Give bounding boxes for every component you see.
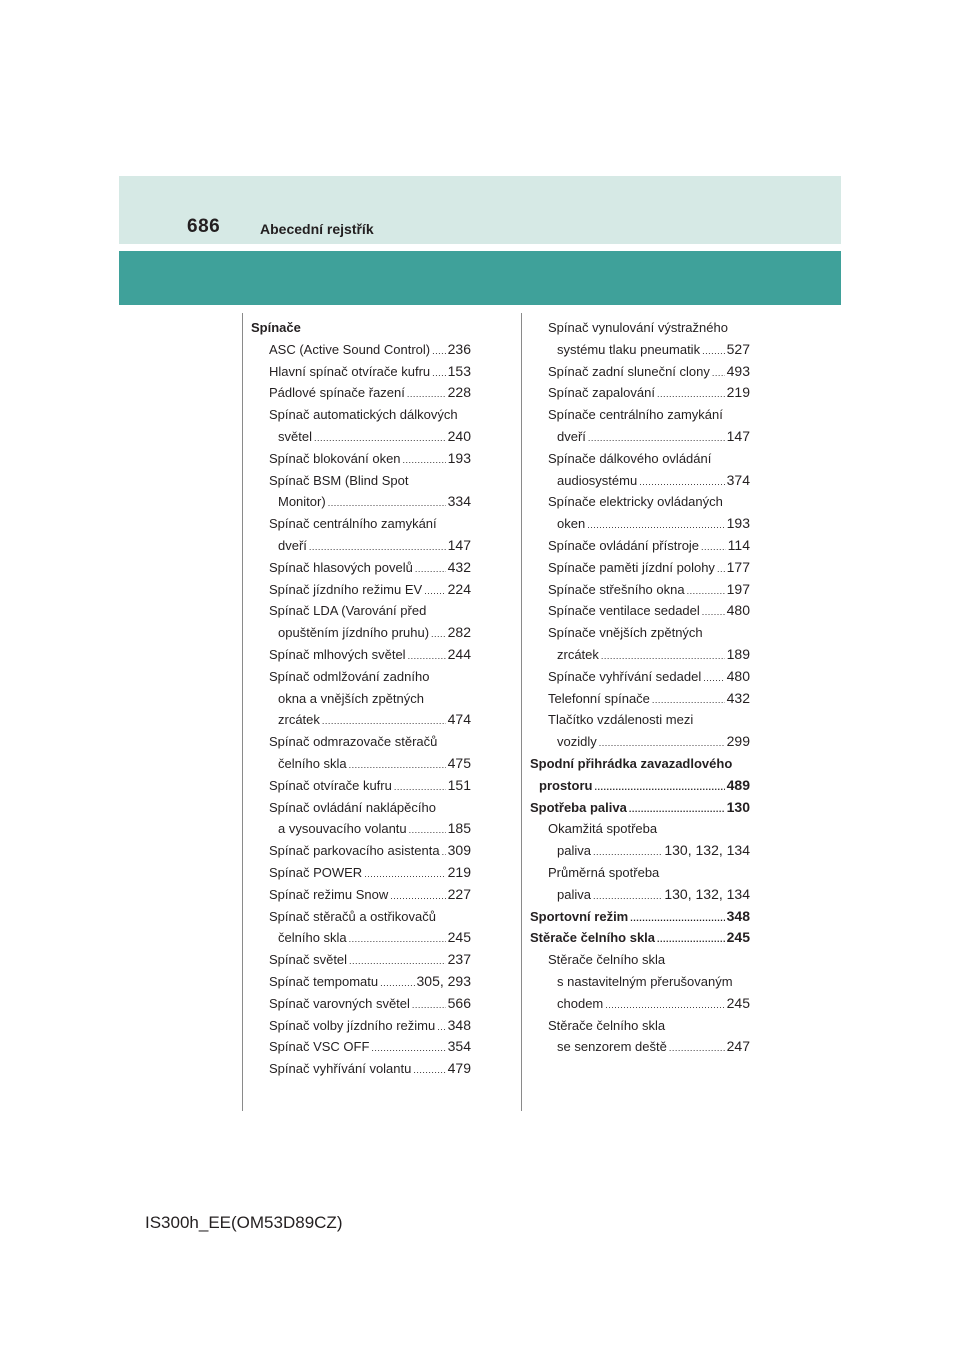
index-entry-label: chodem — [557, 995, 604, 1011]
index-entry-page: 475 — [447, 754, 471, 771]
index-entry — [251, 382, 471, 404]
index-entry-page: 244 — [447, 645, 471, 662]
dot-leader — [652, 690, 725, 712]
index-entry-label: Spínače vyhřívání sedadel — [548, 668, 702, 684]
dot-leader — [322, 711, 446, 733]
index-entry-label: Spínače ventilace sedadel — [548, 603, 700, 619]
dot-leader — [364, 864, 445, 886]
index-entry-label: a vysouvacího volantu — [278, 821, 407, 837]
index-entry-page: 147 — [726, 427, 750, 444]
dot-leader — [437, 1017, 445, 1039]
index-entry-text: Spínač odmlžování zadního — [269, 668, 430, 684]
index-entry — [530, 579, 750, 601]
index-entry — [530, 840, 750, 862]
index-entry — [251, 971, 471, 993]
index-entry-text: Spínač vynulování výstražného — [548, 320, 728, 335]
index-entry-label: vozidly — [557, 734, 597, 750]
index-entry — [251, 775, 471, 797]
dot-leader — [415, 559, 446, 581]
index-entry — [530, 1036, 750, 1058]
dot-leader — [309, 537, 446, 559]
index-entry-label: čelního skla — [278, 755, 347, 771]
index-entry-page: 219 — [726, 384, 750, 401]
page-header — [119, 176, 841, 244]
index-entry-page: 566 — [447, 994, 471, 1011]
index-entry — [251, 557, 471, 579]
index-entry-page: 432 — [726, 689, 750, 706]
dot-leader — [407, 384, 446, 406]
index-entry-page: 282 — [447, 624, 471, 641]
index-entry-label: Spínač režimu Snow — [269, 886, 389, 902]
index-entry-text: s nastavitelným přerušovaným — [557, 973, 733, 989]
index-entry-label: světel — [278, 428, 312, 444]
index-entry-page: 130, 132, 134 — [664, 842, 750, 859]
index-entry-page: 527 — [726, 340, 750, 357]
index-entry-page: 479 — [447, 1060, 471, 1077]
index-entry — [530, 993, 750, 1015]
dot-leader — [657, 929, 725, 951]
index-entry-label: Spínač volby jízdního režimu — [269, 1017, 436, 1033]
dot-leader — [394, 777, 446, 799]
index-entry-page: 354 — [447, 1038, 471, 1055]
index-entry-label: Hlavní spínač otvírače kufru — [269, 363, 431, 379]
dot-leader — [599, 733, 725, 755]
index-entry — [530, 906, 750, 928]
index-entry-text: Spínače elektricky ovládaných — [548, 494, 723, 510]
right-column-rule — [521, 313, 522, 1111]
index-entry — [251, 753, 471, 775]
index-entry — [251, 709, 471, 731]
index-entry — [530, 470, 750, 492]
section-band — [119, 251, 841, 305]
index-entry — [530, 535, 750, 557]
dot-leader — [601, 646, 725, 668]
index-entry-label: Spínač parkovacího asistenta — [269, 843, 440, 859]
index-entry — [530, 644, 750, 666]
dot-leader — [432, 341, 446, 363]
index-entry-page: 374 — [726, 471, 750, 488]
index-entry-text: Spínač centrálního zamykání — [269, 516, 437, 532]
index-entry — [251, 1058, 471, 1080]
index-entry-label: Sportovní režim — [530, 908, 629, 924]
index-entry-page: 236 — [447, 340, 471, 357]
model-code: IS300h_EE(OM53D89CZ) — [145, 1213, 343, 1232]
index-entry-label: Spínač zadní sluneční clony — [548, 363, 710, 379]
index-entry — [251, 339, 471, 361]
index-entry-label: zrcátek — [557, 646, 599, 662]
index-entry-page: 245 — [726, 929, 750, 946]
index-entry-label: Spínače střešního okna — [548, 581, 685, 597]
index-entry-page: 299 — [726, 733, 750, 750]
dot-leader — [639, 472, 724, 494]
index-entry-text: Spínač odmrazovače stěračů — [269, 734, 438, 750]
index-entry-text: Spínače vnějších zpětných — [548, 625, 703, 641]
index-entry — [251, 818, 471, 840]
dot-leader — [390, 886, 445, 908]
dot-leader — [380, 973, 414, 995]
dot-leader — [701, 537, 726, 559]
dot-leader — [408, 646, 446, 668]
dot-leader — [587, 515, 724, 537]
index-entry-page: 130, 132, 134 — [664, 885, 750, 902]
index-entry-text: Spínač LDA (Varování před — [269, 603, 427, 619]
dot-leader — [349, 929, 446, 951]
index-entry-label: oken — [557, 516, 586, 532]
index-entry — [251, 927, 471, 949]
index-entry-page: 189 — [726, 645, 750, 662]
index-entry-page: 245 — [726, 994, 750, 1011]
index-entry — [530, 382, 750, 404]
index-entry — [251, 535, 471, 557]
dot-leader — [593, 842, 662, 864]
dot-leader — [349, 951, 446, 973]
index-entry-page: 480 — [726, 667, 750, 684]
dot-leader — [314, 428, 446, 450]
index-entry — [530, 600, 750, 622]
index-entry — [251, 884, 471, 906]
index-entry-text: Okamžitá spotřeba — [548, 821, 658, 837]
index-entry-page: 334 — [447, 493, 471, 510]
page-number: 686 — [187, 216, 221, 237]
dot-leader — [605, 995, 724, 1017]
index-entry — [251, 644, 471, 666]
index-entry-page: 348 — [447, 1016, 471, 1033]
index-entry — [251, 993, 471, 1015]
index-entry-label: Monitor) — [278, 494, 326, 510]
index-entry-label: Spínač zapalování — [548, 385, 655, 401]
index-entry-label: dveří — [557, 428, 586, 444]
index-entry-label: Spínač vyhřívání volantu — [269, 1061, 412, 1077]
index-entry-label: paliva — [557, 886, 591, 902]
index-entry — [251, 1015, 471, 1037]
index-entry-label: dveří — [278, 537, 307, 553]
dot-leader — [703, 668, 724, 690]
dot-leader — [593, 886, 662, 908]
dot-leader — [588, 428, 725, 450]
index-entry-text: Průměrná spotřeba — [548, 864, 660, 880]
index-entry-text: Spínač automatických dálkových — [269, 407, 458, 423]
index-entry-page: 193 — [447, 449, 471, 466]
index-entry-label: Spotřeba paliva — [530, 799, 627, 815]
dot-leader — [409, 820, 446, 842]
index-entry — [530, 557, 750, 579]
index-column-right — [530, 317, 750, 1058]
index-entry-page: 309 — [447, 842, 471, 859]
index-entry-page: 228 — [447, 384, 471, 401]
index-entry-page: 147 — [447, 536, 471, 553]
index-entry-page: 237 — [447, 951, 471, 968]
index-entry-label: prostoru — [539, 777, 593, 793]
index-entry — [530, 927, 750, 949]
index-entry-page: 185 — [447, 820, 471, 837]
index-entry-page: 474 — [447, 711, 471, 728]
index-entry — [530, 884, 750, 906]
index-entry-page: 489 — [726, 776, 750, 793]
page-title: Abecední rejstřík — [260, 221, 374, 237]
index-entry-label: Spínač POWER — [269, 864, 363, 880]
index-entry-label: Spínač mlhových světel — [269, 646, 406, 662]
index-entry — [251, 448, 471, 470]
index-heading: Spínače — [251, 320, 301, 335]
index-entry — [251, 579, 471, 601]
index-entry-text: Spínače dálkového ovládání — [548, 450, 712, 466]
index-entry-page: 130 — [726, 798, 750, 815]
dot-leader — [669, 1038, 725, 1060]
dot-leader — [629, 799, 725, 821]
dot-leader — [328, 493, 446, 515]
dot-leader — [431, 624, 446, 646]
index-entry-page: 197 — [726, 580, 750, 597]
index-entry-label: Telefonní spínače — [548, 690, 650, 706]
index-entry-label: Spínač hlasových povelů — [269, 559, 413, 575]
index-entry-text: Stěrače čelního skla — [548, 1017, 666, 1033]
index-entry — [251, 949, 471, 971]
dot-leader — [687, 581, 725, 603]
index-entry-label: audiosystému — [557, 472, 638, 488]
index-entry-label: Spínače paměti jízdní polohy — [548, 559, 715, 575]
index-entry — [530, 426, 750, 448]
index-entry — [251, 426, 471, 448]
index-entry-label: Spínač varovných světel — [269, 995, 410, 1011]
index-entry — [530, 731, 750, 753]
dot-leader — [412, 995, 446, 1017]
dot-leader — [702, 602, 725, 624]
index-entry — [530, 666, 750, 688]
index-entry — [251, 622, 471, 644]
index-entry-page: 493 — [726, 362, 750, 379]
dot-leader — [413, 1060, 445, 1082]
dot-leader — [712, 363, 725, 385]
dot-leader — [442, 842, 446, 864]
index-entry-page: 247 — [726, 1038, 750, 1055]
index-entry-text: Tlačítko vzdálenosti mezi — [548, 712, 694, 728]
index-entry-page: 240 — [447, 427, 471, 444]
index-entry — [251, 862, 471, 884]
index-entry-text: okna a vnějších zpětných — [278, 690, 424, 706]
dot-leader — [424, 581, 445, 603]
dot-leader — [371, 1038, 445, 1060]
index-entry-page: 151 — [447, 776, 471, 793]
left-column-rule — [242, 313, 243, 1111]
index-entry-label: systému tlaku pneumatik — [557, 341, 701, 357]
index-entry-label: Spínač jízdního režimu EV — [269, 581, 423, 597]
index-entry-label: ASC (Active Sound Control) — [269, 341, 431, 357]
index-heading: Spodní přihrádka zavazadlového — [530, 755, 733, 771]
index-entry — [251, 361, 471, 383]
index-entry-label: Spínač blokování oken — [269, 450, 401, 466]
index-entry — [251, 491, 471, 513]
index-entry-label: Spínač tempomatu — [269, 973, 379, 989]
index-entry-label: se senzorem deště — [557, 1039, 667, 1055]
index-entry-label: paliva — [557, 843, 591, 859]
index-entry-page: 480 — [726, 602, 750, 619]
index-entry-page: 348 — [726, 907, 750, 924]
index-entry-label: Stěrače čelního skla — [530, 930, 656, 946]
index-entry — [530, 688, 750, 710]
index-entry-page: 153 — [447, 362, 471, 379]
index-entry-text: Spínač stěračů a ostřikovačů — [269, 908, 436, 924]
index-entry — [251, 1036, 471, 1058]
index-entry-label: Pádlové spínače řazení — [269, 385, 405, 401]
index-entry-label: zrcátek — [278, 712, 320, 728]
index-entry-label: Spínač otvírače kufru — [269, 777, 392, 793]
index-entry-page: 219 — [447, 863, 471, 880]
index-entry — [530, 797, 750, 819]
index-entry-text: Spínače centrálního zamykání — [548, 407, 723, 423]
index-entry-label: opuštěním jízdního pruhu) — [278, 625, 430, 641]
dot-leader — [630, 908, 724, 930]
index-entry-text: Spínač ovládání naklápěcího — [269, 799, 436, 815]
dot-leader — [717, 559, 725, 581]
dot-leader — [702, 341, 725, 363]
index-entry-text: Spínač BSM (Blind Spot — [269, 472, 409, 488]
index-entry-page: 305, 293 — [416, 972, 471, 989]
dot-leader — [657, 384, 725, 406]
index-entry — [530, 775, 750, 797]
dot-leader — [403, 450, 446, 472]
index-entry-label: Spínače ovládání přístroje — [548, 537, 700, 553]
index-entry-label: Spínač světel — [269, 952, 348, 968]
index-entry-page: 177 — [726, 558, 750, 575]
dot-leader — [594, 777, 724, 799]
index-entry-page: 227 — [447, 885, 471, 902]
index-entry-page: 245 — [447, 929, 471, 946]
index-entry-page: 193 — [726, 515, 750, 532]
index-entry — [530, 361, 750, 383]
index-column-left — [251, 317, 471, 1080]
index-entry-text: Stěrače čelního skla — [548, 952, 666, 968]
index-entry — [251, 840, 471, 862]
dot-leader — [349, 755, 446, 777]
dot-leader — [432, 363, 446, 385]
index-entry-label: Spínač VSC OFF — [269, 1039, 370, 1055]
index-entry-label: čelního skla — [278, 930, 347, 946]
index-entry-page: 224 — [447, 580, 471, 597]
index-entry-page: 114 — [727, 536, 750, 553]
index-entry — [530, 339, 750, 361]
index-entry — [530, 513, 750, 535]
index-entry-page: 432 — [447, 558, 471, 575]
